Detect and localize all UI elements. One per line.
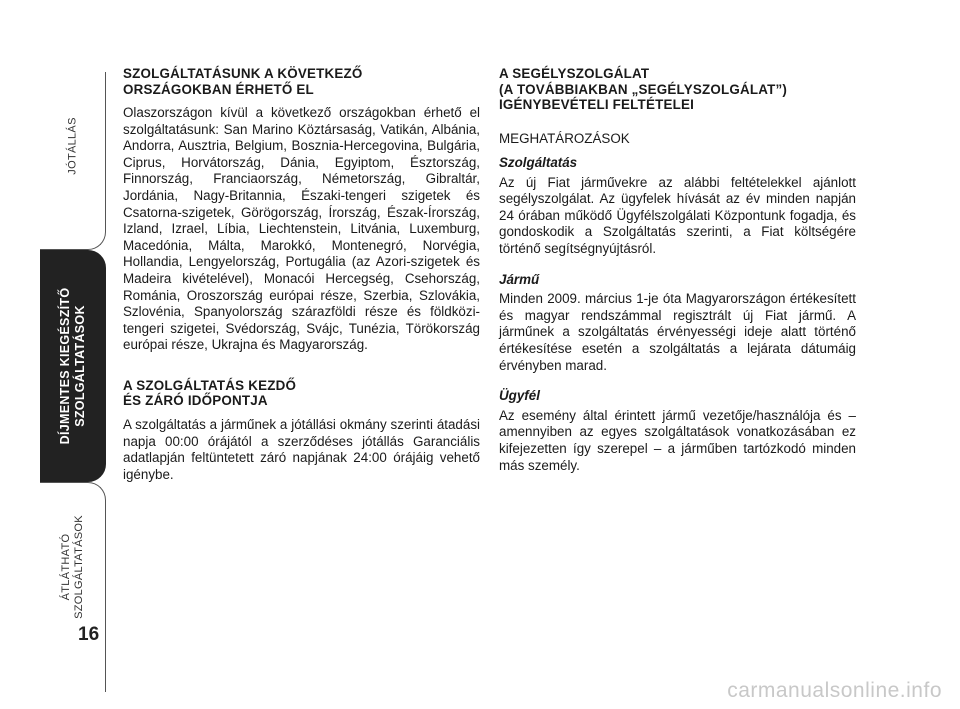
tab-label-dijmentes: DÍJMENTES KIEGÉSZÍTŐ SZOLGÁLTATÁSOK [58,287,87,445]
definition-szolgaltatas: Az új Fiat járművekre az alábbi feltételekkel ajánlott segélyszolgálat. Az ügyfelek hívását az év minden napján 24 órában működő Ügyfélszolgálati Központunk fogadja, és gondoskodik a Szolgáltatás szerinti, a Fiat költségére történő segítségnyújtásról. [499,174,856,257]
tab-label-jotallas: JÓTÁLLÁS [66,117,78,176]
countries-body: Olaszországon kívül a következő országokban érhető el szolgáltatásunk: San Marino Köztársaság, Vatikán, Albánia, Andorra, Ausztria, Belgium, Bosznia-Hercegovina, Bulgária, Ciprus, Horvátország, Dánia, Egyiptom, Észtország, Finnország, Franciaország, Németország, Gibraltár, Jordánia, Nagy-Britannia, Északi-tengeri szigetek és Csatorna-szigetek, Görögország, Írország, Észak-Írország, Izland, Izrael, Líbia, Liechtenstein, Litvánia, Luxemburg, Macedónia, Málta, Marokkó, Montenegró, Norvégia, Hollandia, Lengyelország, Portugália (az Azori-szigetek és Madeira kivételével), Monacói Hercegség, Csehország, Románia, Oroszország európai része, Szerbia, Szlovákia, Szlovénia, Spanyolország szárazföldi része és földközi-tengeri szigetei, Svédország, Svájc, Tunézia, Törökország európai része, Ukrajna és Magyarország. [123,105,480,353]
validity-heading: A SZOLGÁLTATÁS KEZDŐ ÉS ZÁRÓ IDŐPONTJA [123,377,297,409]
definition-jarmu: Minden 2009. március 1-je óta Magyarországon értékesített és magyar rendszámmal regisztrált új Fiat jármű. A járműnek a szolgáltatás érvényességi ideje alatt történő értékesítése esetén a szolgáltatás a lejárata dátumáig érvényben marad. [499,291,856,373]
definitions-label: MEGHATÁROZÁSOK [499,130,630,146]
tab-dijmentes-kiegeszito-szolgaltatasok[interactable] [40,250,106,482]
tab-atlathato-szolgaltatasok[interactable] [40,482,106,692]
page-number: 16 [78,624,100,645]
side-tabs [40,72,106,620]
countries-heading: SZOLGÁLTATÁSUNK A KÖVETKEZŐ ORSZÁGOKBAN ÉRHETŐ EL [123,66,363,97]
tab-label-atlathato: ÁTLÁTHATÓ SZOLGÁLTATÁSOK [59,514,85,619]
validity-body: A szolgáltatás a járműnek a jótállási okmány szerinti átadási napja 00:00 órájától a szerződéses jótállás Garanciális adatlapján feltüntetett záró napjának 24:00 órájáig vehető igénybe. [123,416,480,482]
watermark: carmanualsonline.info [727,679,942,702]
left-column [123,66,480,497]
tab-jotallas[interactable] [40,72,106,250]
assistance-heading: A SEGÉLYSZOLGÁLAT (A TOVÁBBIAKBAN „SEGÉLYSZOLGÁLAT”) IGÉNYBEVÉTELI FELTÉTELEI [499,66,788,112]
term-jarmu: Jármű [499,271,540,287]
term-szolgaltatas: Szolgáltatás [499,155,578,171]
term-ugyfel: Ügyfél [499,388,540,404]
definition-ugyfel: Az esemény által érintett jármű vezetője/használója és – amennyiben az egyes szolgáltatások vonatkozásában ez kifejezetten így szerepel – a járműben tartózkodó minden más személy. [499,407,856,473]
right-column [499,66,856,488]
